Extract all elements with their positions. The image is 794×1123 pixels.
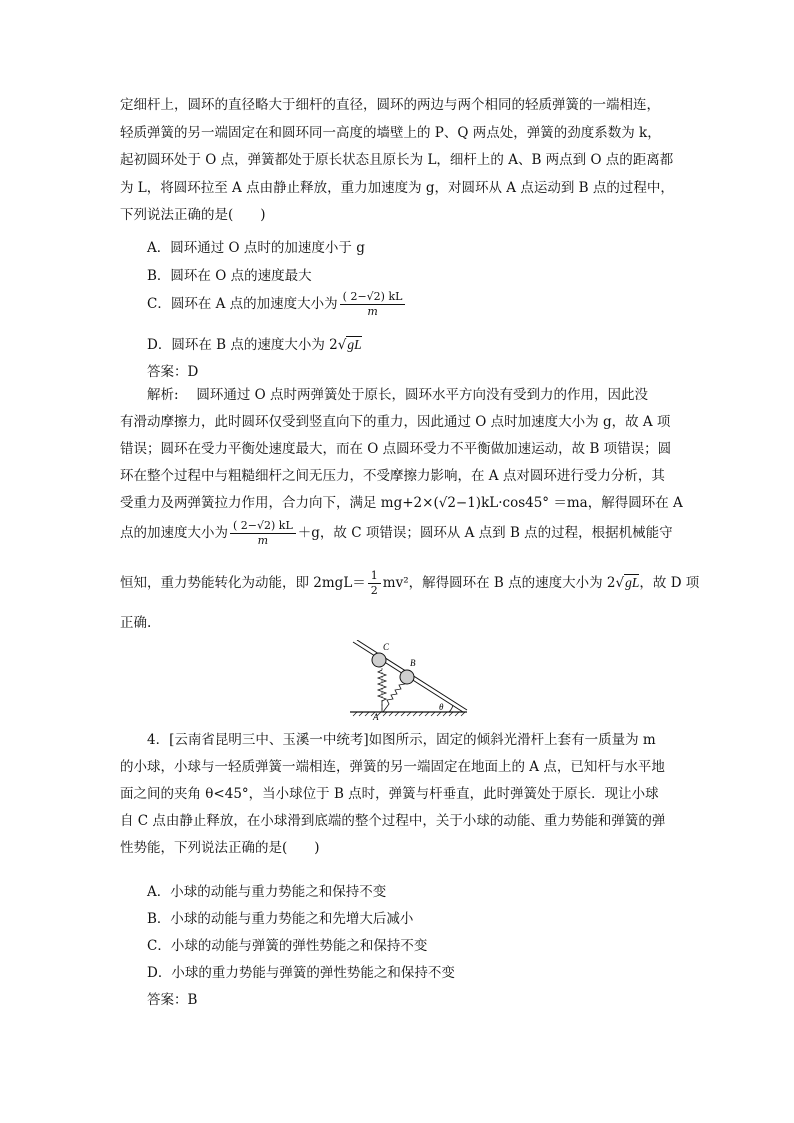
fraction-denominator: 2 bbox=[370, 584, 378, 597]
fraction-numerator: ( 2−√2) kL bbox=[230, 519, 296, 534]
ball-c bbox=[372, 653, 386, 667]
analysis-text: ，故 D 项 bbox=[639, 575, 700, 591]
q3-analysis bbox=[120, 383, 700, 643]
spring-coil-c bbox=[378, 670, 386, 712]
q3-option-d bbox=[147, 333, 362, 353]
analysis-fraction bbox=[368, 569, 381, 598]
label-theta: θ bbox=[439, 702, 444, 712]
q3-stem-line: 轻质弹簧的另一端固定在和圆环同一高度的墙壁上的 P、Q 两点处，弹簧的劲度系数为 k， bbox=[120, 124, 661, 141]
fraction-numerator: 1 bbox=[368, 569, 381, 584]
q3-option-a: A．圆环通过 O 点时的加速度小于 g bbox=[147, 240, 365, 256]
label-c: C bbox=[383, 642, 390, 652]
analysis-text: mv²，解得圆环在 B 点的速度大小为 2 bbox=[382, 575, 616, 591]
analysis-line: 正确. bbox=[120, 615, 152, 631]
q4-stem bbox=[120, 728, 676, 868]
q4-stem-line: 面之间的夹角 θ<45°，当小球位于 B 点时，弹簧与杆垂直，此时弹簧处于原长．现让小球 bbox=[120, 786, 659, 802]
q3-stem-line: 下列说法正确的是( ) bbox=[120, 207, 266, 223]
q3-stem-line: 为 L，将圆环拉至 A 点由静止释放，重力加速度为 g，对圆环从 A 点运动到 B 点的过程中， bbox=[120, 179, 674, 196]
label-b: B bbox=[410, 658, 416, 668]
analysis-line: 受重力及两弹簧拉力作用，合力向下，满足 mg+2×(√2−1)kL·cos45° ＝ma，解得圆环在 A bbox=[120, 495, 683, 511]
label-a: A bbox=[373, 712, 379, 720]
q3-option-c bbox=[147, 290, 407, 319]
analysis-text: 恒知，重力势能转化为动能，即 2mgL＝ bbox=[120, 575, 366, 591]
q3-option-c-prefix: C．圆环在 A 点的加速度大小为 bbox=[147, 296, 338, 312]
q4-stem-line: 性势能，下列说法正确的是( ) bbox=[120, 840, 320, 856]
q4-stem-line: 自 C 点由静止释放，在小球滑到底端的整个过程中，关于小球的动能、重力势能和弹簧的弹 bbox=[120, 813, 666, 829]
analysis-line-6 bbox=[120, 519, 673, 548]
fraction-denominator: m bbox=[367, 305, 378, 318]
q3-option-d-prefix: D．圆环在 B 点的速度大小为 2 bbox=[147, 337, 338, 353]
analysis-line-7 bbox=[120, 569, 699, 598]
incline-spring-figure bbox=[345, 640, 475, 720]
q3-stem-line: 定细杆上，圆环的直径略大于细杆的直径，圆环的两边与两个相同的轻质弹簧的一端相连， bbox=[120, 97, 660, 113]
sqrt-radicand: gL bbox=[625, 575, 640, 590]
q3-option-b: B．圆环在 O 点的速度最大 bbox=[147, 268, 312, 284]
q3-stem-line: 起初圆环处于 O 点，弹簧都处于原长状态且原长为 L，细杆上的 A、B 两点到 O 点的距离都 bbox=[120, 152, 674, 168]
analysis-line: 环在整个过程中与粗糙细杆之间无压力，不受摩擦力影响，在 A 点对圆环进行受力分析，其 bbox=[120, 468, 665, 484]
sqrt-sign: √ bbox=[615, 575, 625, 591]
q4-option-d: D．小球的重力势能与弹簧的弹性势能之和保持不变 bbox=[147, 965, 455, 981]
q4-option-c: C．小球的动能与弹簧的弹性势能之和保持不变 bbox=[147, 938, 428, 954]
fraction-numerator: ( 2−√2) kL bbox=[340, 290, 406, 305]
q4-option-b: B．小球的动能与重力势能之和先增大后减小 bbox=[147, 911, 414, 927]
fraction-denominator: m bbox=[257, 534, 269, 547]
q3-answer: 答案：D bbox=[147, 364, 199, 380]
analysis-line: 解析: 圆环通过 O 点时两弹簧处于原长，圆环水平方向没有受到力的作用，因此没 bbox=[147, 387, 648, 403]
ball-b bbox=[400, 670, 414, 684]
q4-stem-line: 的小球，小球与一轻质弹簧一端相连，弹簧的另一端固定在地面上的 A 点，已知杆与水平地 bbox=[120, 759, 665, 775]
q3-stem bbox=[120, 92, 676, 230]
analysis-fraction bbox=[230, 519, 296, 548]
q3-option-c-fraction bbox=[340, 290, 406, 319]
q4-answer: 答案：B bbox=[147, 992, 198, 1008]
angle-arc bbox=[449, 705, 453, 712]
analysis-line: 错误；圆环在受力平衡处速度最大，而在 O 点圆环受力不平衡做加速运动，故 B 项错误；圆 bbox=[120, 441, 672, 457]
analysis-line: 有滑动摩擦力，此时圆环仅受到竖直向下的重力，因此通过 O 点时加速度大小为 g，故 A 项 bbox=[120, 414, 671, 430]
analysis-text: ＋g，故 C 项错误；圆环从 A 点到 B 点的过程，根据机械能守 bbox=[297, 525, 673, 541]
q4-stem-line: 4．[云南省昆明三中、玉溪一中统考]如图所示，固定的倾斜光滑杆上套有一质量为 m bbox=[147, 732, 656, 748]
q4-option-a: A．小球的动能与重力势能之和保持不变 bbox=[147, 884, 387, 900]
sqrt-radicand: gL bbox=[347, 337, 362, 352]
analysis-text: 点的加速度大小为 bbox=[120, 525, 228, 541]
sqrt-sign: √ bbox=[337, 337, 347, 353]
